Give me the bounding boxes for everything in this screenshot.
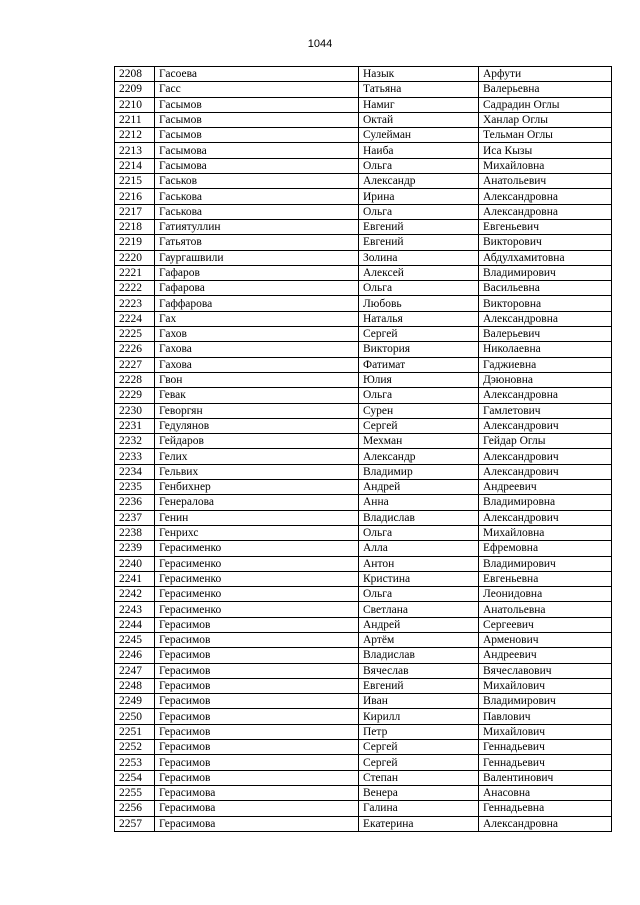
first-name-cell: Фатимат — [359, 357, 479, 372]
table-row — [115, 464, 612, 479]
row-number-cell: 2219 — [115, 235, 155, 250]
first-name-cell: Петр — [359, 724, 479, 739]
row-number-cell: 2255 — [115, 785, 155, 800]
table-row — [115, 602, 612, 617]
row-number-cell: 2241 — [115, 571, 155, 586]
patronymic-cell: Леонидовна — [479, 587, 612, 602]
patronymic-cell: Валерьевна — [479, 82, 612, 97]
table-row — [115, 510, 612, 525]
row-number-cell: 2232 — [115, 434, 155, 449]
table-row — [115, 571, 612, 586]
row-number-cell: 2223 — [115, 296, 155, 311]
table-row — [115, 678, 612, 693]
table-row — [115, 587, 612, 602]
first-name-cell: Сергей — [359, 755, 479, 770]
last-name-cell: Герасименко — [155, 556, 359, 571]
first-name-cell: Иван — [359, 694, 479, 709]
table-row — [115, 296, 612, 311]
table-row — [115, 128, 612, 143]
table-row — [115, 67, 612, 82]
table-row — [115, 495, 612, 510]
row-number-cell: 2248 — [115, 678, 155, 693]
patronymic-cell: Александрович — [479, 510, 612, 525]
table-row — [115, 250, 612, 265]
row-number-cell: 2220 — [115, 250, 155, 265]
table-row — [115, 97, 612, 112]
first-name-cell: Сурен — [359, 403, 479, 418]
table-row — [115, 219, 612, 234]
patronymic-cell: Владимирович — [479, 694, 612, 709]
row-number-cell: 2242 — [115, 587, 155, 602]
first-name-cell: Ольга — [359, 158, 479, 173]
first-name-cell: Сергей — [359, 327, 479, 342]
table-row — [115, 434, 612, 449]
first-name-cell: Татьяна — [359, 82, 479, 97]
last-name-cell: Гелих — [155, 449, 359, 464]
patronymic-cell: Гамлетович — [479, 403, 612, 418]
last-name-cell: Герасимова — [155, 801, 359, 816]
patronymic-cell: Михайлович — [479, 724, 612, 739]
patronymic-cell: Садрадин Оглы — [479, 97, 612, 112]
first-name-cell: Наталья — [359, 311, 479, 326]
page-number: 1044 — [307, 38, 333, 50]
patronymic-cell: Александровна — [479, 189, 612, 204]
last-name-cell: Герасимов — [155, 663, 359, 678]
first-name-cell: Ольга — [359, 587, 479, 602]
first-name-cell: Мехман — [359, 434, 479, 449]
last-name-cell: Герасименко — [155, 587, 359, 602]
last-name-cell: Герасимова — [155, 816, 359, 831]
table-row — [115, 174, 612, 189]
first-name-cell: Владислав — [359, 510, 479, 525]
table-row — [115, 801, 612, 816]
patronymic-cell: Александровна — [479, 204, 612, 219]
last-name-cell: Гасымова — [155, 143, 359, 158]
table-row — [115, 388, 612, 403]
patronymic-cell: Анатольевна — [479, 602, 612, 617]
row-number-cell: 2209 — [115, 82, 155, 97]
table-row — [115, 525, 612, 540]
patronymic-cell: Валерьевич — [479, 327, 612, 342]
first-name-cell: Алексей — [359, 265, 479, 280]
patronymic-cell: Гейдар Оглы — [479, 434, 612, 449]
table-row — [115, 342, 612, 357]
table-row — [115, 556, 612, 571]
first-name-cell: Ольга — [359, 204, 479, 219]
row-number-cell: 2240 — [115, 556, 155, 571]
first-name-cell: Ольга — [359, 388, 479, 403]
patronymic-cell: Геннадьевич — [479, 755, 612, 770]
first-name-cell: Вячеслав — [359, 663, 479, 678]
patronymic-cell: Геннадьевна — [479, 801, 612, 816]
patronymic-cell: Александровна — [479, 388, 612, 403]
first-name-cell: Ольга — [359, 525, 479, 540]
row-number-cell: 2236 — [115, 495, 155, 510]
row-number-cell: 2226 — [115, 342, 155, 357]
row-number-cell: 2256 — [115, 801, 155, 816]
table-row — [115, 311, 612, 326]
last-name-cell: Герасимов — [155, 694, 359, 709]
first-name-cell: Юлия — [359, 372, 479, 387]
patronymic-cell: Александрович — [479, 449, 612, 464]
row-number-cell: 2215 — [115, 174, 155, 189]
last-name-cell: Герасименко — [155, 541, 359, 556]
first-name-cell: Назык — [359, 67, 479, 82]
patronymic-cell: Михайловна — [479, 158, 612, 173]
patronymic-cell: Арфути — [479, 67, 612, 82]
patronymic-cell: Арменович — [479, 632, 612, 647]
table-row — [115, 327, 612, 342]
row-number-cell: 2217 — [115, 204, 155, 219]
row-number-cell: 2245 — [115, 632, 155, 647]
table-row — [115, 143, 612, 158]
row-number-cell: 2230 — [115, 403, 155, 418]
last-name-cell: Генералова — [155, 495, 359, 510]
table-row — [115, 158, 612, 173]
table-row — [115, 265, 612, 280]
patronymic-cell: Валентинович — [479, 770, 612, 785]
last-name-cell: Гасс — [155, 82, 359, 97]
last-name-cell: Гатьятов — [155, 235, 359, 250]
row-number-cell: 2237 — [115, 510, 155, 525]
last-name-cell: Геворгян — [155, 403, 359, 418]
row-number-cell: 2251 — [115, 724, 155, 739]
patronymic-cell: Гаджиевна — [479, 357, 612, 372]
row-number-cell: 2257 — [115, 816, 155, 831]
row-number-cell: 2227 — [115, 357, 155, 372]
table-row — [115, 418, 612, 433]
patronymic-cell: Ефремовна — [479, 541, 612, 556]
table-row — [115, 281, 612, 296]
last-name-cell: Гаффарова — [155, 296, 359, 311]
first-name-cell: Любовь — [359, 296, 479, 311]
row-number-cell: 2239 — [115, 541, 155, 556]
last-name-cell: Генбихнер — [155, 480, 359, 495]
table-row — [115, 204, 612, 219]
row-number-cell: 2229 — [115, 388, 155, 403]
last-name-cell: Гасоева — [155, 67, 359, 82]
row-number-cell: 2210 — [115, 97, 155, 112]
table-row — [115, 235, 612, 250]
first-name-cell: Ольга — [359, 281, 479, 296]
last-name-cell: Гахова — [155, 342, 359, 357]
last-name-cell: Герасимов — [155, 740, 359, 755]
patronymic-cell: Александровна — [479, 311, 612, 326]
table-row — [115, 663, 612, 678]
row-number-cell: 2218 — [115, 219, 155, 234]
last-name-cell: Гаськова — [155, 204, 359, 219]
last-name-cell: Генрихс — [155, 525, 359, 540]
patronymic-cell: Александрович — [479, 464, 612, 479]
patronymic-cell: Абдулхамитовна — [479, 250, 612, 265]
table-row — [115, 480, 612, 495]
last-name-cell: Гельвих — [155, 464, 359, 479]
row-number-cell: 2211 — [115, 112, 155, 127]
patronymic-cell: Анасовна — [479, 785, 612, 800]
last-name-cell: Герасимов — [155, 648, 359, 663]
table-row — [115, 112, 612, 127]
patronymic-cell: Анатольевич — [479, 174, 612, 189]
row-number-cell: 2253 — [115, 755, 155, 770]
patronymic-cell: Владимирович — [479, 265, 612, 280]
patronymic-cell: Владимирович — [479, 556, 612, 571]
last-name-cell: Гахова — [155, 357, 359, 372]
first-name-cell: Намиг — [359, 97, 479, 112]
last-name-cell: Гейдаров — [155, 434, 359, 449]
first-name-cell: Артём — [359, 632, 479, 647]
registry-table — [114, 66, 612, 832]
patronymic-cell: Андреевич — [479, 480, 612, 495]
row-number-cell: 2228 — [115, 372, 155, 387]
row-number-cell: 2222 — [115, 281, 155, 296]
row-number-cell: 2238 — [115, 525, 155, 540]
patronymic-cell: Николаевна — [479, 342, 612, 357]
patronymic-cell: Викторович — [479, 235, 612, 250]
row-number-cell: 2247 — [115, 663, 155, 678]
first-name-cell: Степан — [359, 770, 479, 785]
row-number-cell: 2246 — [115, 648, 155, 663]
patronymic-cell: Тельман Оглы — [479, 128, 612, 143]
last-name-cell: Гасымов — [155, 128, 359, 143]
first-name-cell: Владимир — [359, 464, 479, 479]
table-row — [115, 648, 612, 663]
table-row — [115, 755, 612, 770]
table-row — [115, 816, 612, 831]
patronymic-cell: Павлович — [479, 709, 612, 724]
row-number-cell: 2208 — [115, 67, 155, 82]
table-row — [115, 785, 612, 800]
row-number-cell: 2216 — [115, 189, 155, 204]
table-row — [115, 357, 612, 372]
last-name-cell: Герасимов — [155, 678, 359, 693]
first-name-cell: Сергей — [359, 418, 479, 433]
first-name-cell: Евгений — [359, 219, 479, 234]
last-name-cell: Герасимов — [155, 724, 359, 739]
row-number-cell: 2231 — [115, 418, 155, 433]
table-row — [115, 372, 612, 387]
table-row — [115, 709, 612, 724]
first-name-cell: Золина — [359, 250, 479, 265]
patronymic-cell: Васильевна — [479, 281, 612, 296]
first-name-cell: Галина — [359, 801, 479, 816]
patronymic-cell: Михайлович — [479, 678, 612, 693]
row-number-cell: 2213 — [115, 143, 155, 158]
patronymic-cell: Ханлар Оглы — [479, 112, 612, 127]
table-row — [115, 403, 612, 418]
table-row — [115, 724, 612, 739]
first-name-cell: Андрей — [359, 480, 479, 495]
first-name-cell: Виктория — [359, 342, 479, 357]
last-name-cell: Гасымова — [155, 158, 359, 173]
last-name-cell: Гевак — [155, 388, 359, 403]
patronymic-cell: Иса Кызы — [479, 143, 612, 158]
table-row — [115, 449, 612, 464]
row-number-cell: 2221 — [115, 265, 155, 280]
row-number-cell: 2212 — [115, 128, 155, 143]
table-row — [115, 770, 612, 785]
last-name-cell: Генин — [155, 510, 359, 525]
patronymic-cell: Дэюновна — [479, 372, 612, 387]
row-number-cell: 2250 — [115, 709, 155, 724]
first-name-cell: Светлана — [359, 602, 479, 617]
first-name-cell: Сулейман — [359, 128, 479, 143]
last-name-cell: Герасимов — [155, 632, 359, 647]
table-row — [115, 541, 612, 556]
first-name-cell: Андрей — [359, 617, 479, 632]
first-name-cell: Октай — [359, 112, 479, 127]
row-number-cell: 2225 — [115, 327, 155, 342]
last-name-cell: Гедулянов — [155, 418, 359, 433]
patronymic-cell: Александровна — [479, 816, 612, 831]
last-name-cell: Герасимов — [155, 755, 359, 770]
row-number-cell: 2249 — [115, 694, 155, 709]
patronymic-cell: Владимировна — [479, 495, 612, 510]
table-row — [115, 189, 612, 204]
last-name-cell: Гаськова — [155, 189, 359, 204]
table-row — [115, 632, 612, 647]
last-name-cell: Гаськов — [155, 174, 359, 189]
patronymic-cell: Евгеньевич — [479, 219, 612, 234]
table-row — [115, 82, 612, 97]
first-name-cell: Антон — [359, 556, 479, 571]
row-number-cell: 2243 — [115, 602, 155, 617]
first-name-cell: Екатерина — [359, 816, 479, 831]
first-name-cell: Алла — [359, 541, 479, 556]
table-row — [115, 740, 612, 755]
patronymic-cell: Сергеевич — [479, 617, 612, 632]
row-number-cell: 2214 — [115, 158, 155, 173]
row-number-cell: 2254 — [115, 770, 155, 785]
last-name-cell: Герасимов — [155, 709, 359, 724]
first-name-cell: Кирилл — [359, 709, 479, 724]
row-number-cell: 2233 — [115, 449, 155, 464]
first-name-cell: Наиба — [359, 143, 479, 158]
last-name-cell: Герасимова — [155, 785, 359, 800]
row-number-cell: 2244 — [115, 617, 155, 632]
patronymic-cell: Александрович — [479, 418, 612, 433]
patronymic-cell: Михайловна — [479, 525, 612, 540]
first-name-cell: Евгений — [359, 235, 479, 250]
first-name-cell: Сергей — [359, 740, 479, 755]
row-number-cell: 2224 — [115, 311, 155, 326]
table-row — [115, 617, 612, 632]
last-name-cell: Гатиятуллин — [155, 219, 359, 234]
last-name-cell: Гвон — [155, 372, 359, 387]
last-name-cell: Гасымов — [155, 112, 359, 127]
first-name-cell: Владислав — [359, 648, 479, 663]
last-name-cell: Гасымов — [155, 97, 359, 112]
row-number-cell: 2235 — [115, 480, 155, 495]
first-name-cell: Кристина — [359, 571, 479, 586]
last-name-cell: Гафаров — [155, 265, 359, 280]
last-name-cell: Герасименко — [155, 602, 359, 617]
patronymic-cell: Викторовна — [479, 296, 612, 311]
last-name-cell: Герасименко — [155, 571, 359, 586]
patronymic-cell: Вячеславович — [479, 663, 612, 678]
patronymic-cell: Евгеньевна — [479, 571, 612, 586]
first-name-cell: Александр — [359, 174, 479, 189]
last-name-cell: Гах — [155, 311, 359, 326]
registry-table-body — [115, 67, 612, 832]
last-name-cell: Гаургашвили — [155, 250, 359, 265]
first-name-cell: Евгений — [359, 678, 479, 693]
last-name-cell: Герасимов — [155, 770, 359, 785]
patronymic-cell: Андреевич — [479, 648, 612, 663]
table-row — [115, 694, 612, 709]
first-name-cell: Ирина — [359, 189, 479, 204]
first-name-cell: Александр — [359, 449, 479, 464]
last-name-cell: Гафарова — [155, 281, 359, 296]
last-name-cell: Гахов — [155, 327, 359, 342]
row-number-cell: 2252 — [115, 740, 155, 755]
row-number-cell: 2234 — [115, 464, 155, 479]
last-name-cell: Герасимов — [155, 617, 359, 632]
first-name-cell: Анна — [359, 495, 479, 510]
first-name-cell: Венера — [359, 785, 479, 800]
patronymic-cell: Геннадьевич — [479, 740, 612, 755]
